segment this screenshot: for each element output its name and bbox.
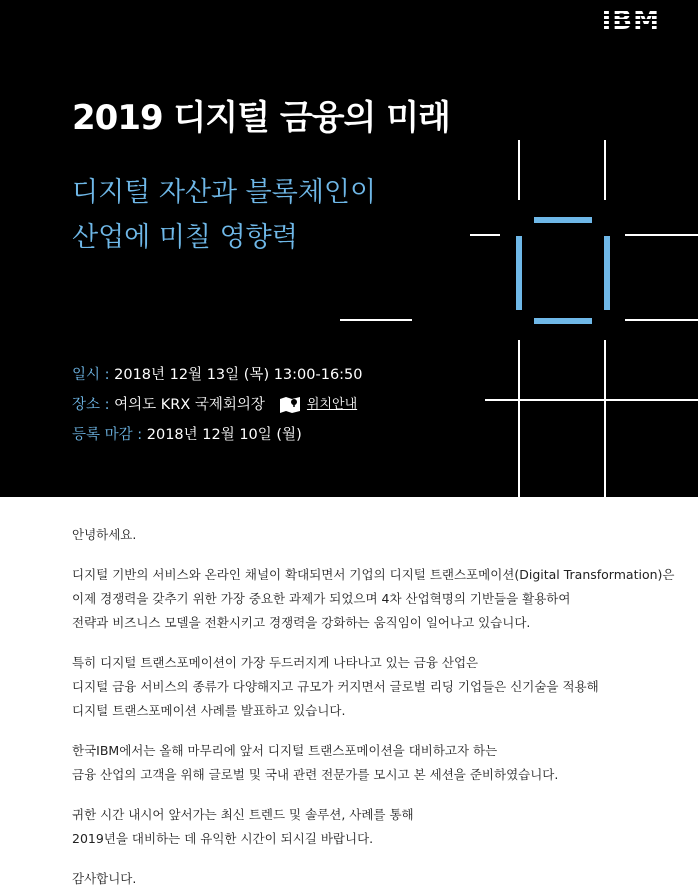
- paragraph-1: [72, 563, 698, 635]
- paragraph-4: [72, 803, 698, 851]
- p1-line: 이제 경쟁력을 갖추기 위한 가장 중요한 과제가 되었으며 4차 산업혁명의 기반들을 활용하여: [72, 591, 571, 606]
- p1-line: 디지털 기반의 서비스와 온라인 채널이 확대되면서 기업의 디지털 트랜스포메이션(Digital Transformation)은: [72, 567, 675, 582]
- p2-line: 디지털 트랜스포메이션 사례를 발표하고 있습니다.: [72, 703, 346, 718]
- place-row: [72, 390, 363, 420]
- closing: 감사합니다.: [72, 871, 137, 886]
- p3-line: 금융 산업의 고객을 위해 글로벌 및 국내 관련 전문가를 모시고 본 세션을 준비하였습니다.: [72, 767, 559, 782]
- subtitle-line-1: 디지털 자산과 블록체인이: [72, 177, 377, 208]
- deadline-row: [72, 420, 363, 450]
- deadline-value: 2018년 12월 10일 (월): [146, 427, 302, 443]
- event-subtitle: [72, 170, 376, 260]
- p4-line: 2019년을 대비하는 데 유익한 시간이 되시길 바랍니다.: [72, 831, 374, 846]
- p2-line: 특히 디지털 트랜스포메이션이 가장 두드러지게 나타나고 있는 금융 산업은: [72, 655, 479, 670]
- date-value: 2018년 12월 13일 (목) 13:00-16:50: [114, 367, 363, 383]
- ibm-logo[interactable]: IBM: [601, 6, 660, 36]
- map-icon[interactable]: [279, 396, 301, 414]
- event-title: 2019 디지털 금융의 미래: [72, 98, 450, 138]
- location-link[interactable]: 위치안내: [306, 397, 358, 412]
- p2-line: 디지털 금융 서비스의 종류가 다양해지고 규모가 커지면서 글로벌 리딩 기업들은 신기술을 적용해: [72, 679, 599, 694]
- p4-line: 귀한 시간 내시어 앞서가는 최신 트렌드 및 솔루션, 사례를 통해: [72, 807, 414, 822]
- deadline-label: 등록 마감 :: [72, 427, 143, 443]
- date-row: [72, 360, 363, 390]
- paragraph-2: [72, 651, 698, 723]
- invitation-letter: [0, 497, 698, 891]
- place-value: 여의도 KRX 국제회의장: [114, 397, 265, 413]
- place-label: 장소 :: [72, 397, 110, 413]
- paragraph-3: [72, 739, 698, 787]
- subtitle-line-2: 산업에 미칠 영향력: [72, 222, 298, 253]
- greeting: 안녕하세요.: [72, 527, 137, 542]
- date-label: 일시 :: [72, 367, 110, 383]
- event-info: [72, 360, 363, 450]
- p3-line: 한국IBM에서는 올해 마무리에 앞서 디지털 트랜스포메이션을 대비하고자 하는: [72, 743, 498, 758]
- p1-line: 전략과 비즈니스 모델을 전환시키고 경쟁력을 강화하는 움직임이 일어나고 있습니다.: [72, 615, 531, 630]
